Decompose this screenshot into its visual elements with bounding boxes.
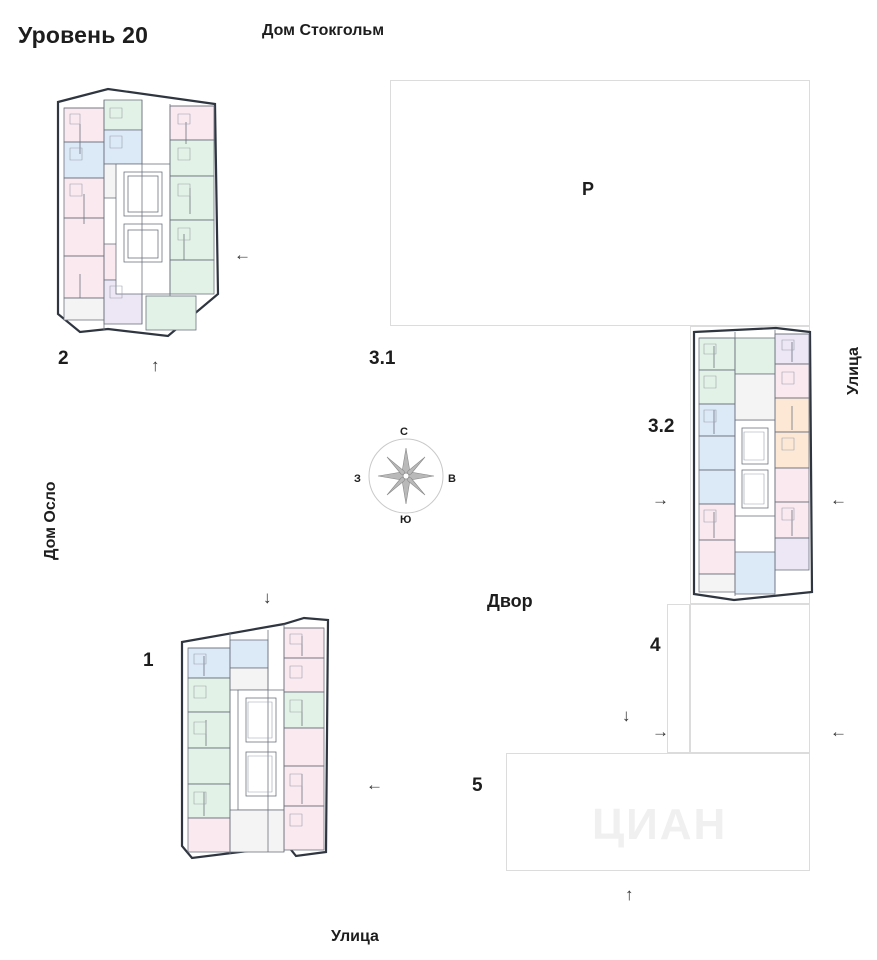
entrance-arrow-down-section-4: ↓: [622, 706, 631, 725]
entrance-arrow-up-section-5: ↑: [625, 885, 634, 904]
house-label-oslo: Дом Осло: [42, 481, 59, 560]
building-section-2[interactable]: [50, 84, 228, 346]
entrance-arrow-left-section-2: ←: [234, 245, 251, 264]
page-title: Уровень 20: [18, 22, 149, 48]
section-label-3-1[interactable]: 3.1: [369, 348, 396, 369]
street-label-right: Улица: [845, 347, 862, 395]
compass-label-north: С: [400, 426, 408, 438]
zone-label-parking: P: [582, 179, 595, 199]
entrance-arrow-right-section-4: →: [652, 722, 669, 741]
building-section-1[interactable]: [176, 606, 336, 864]
section-label-5[interactable]: 5: [472, 775, 483, 796]
building-section-3-2[interactable]: [688, 324, 816, 604]
site-outline-parking: [390, 80, 810, 326]
site-outline-section-4-left: [667, 604, 690, 753]
section-label-2[interactable]: 2: [58, 348, 69, 369]
compass-label-south: Ю: [400, 514, 412, 526]
section-label-1[interactable]: 1: [143, 650, 154, 671]
compass-rose: [354, 426, 456, 526]
entrance-arrow-left-section-4: ←: [830, 722, 847, 741]
section-label-4[interactable]: 4: [650, 635, 661, 656]
watermark: ЦИАН: [592, 800, 728, 849]
site-outline-section-4-right: [690, 604, 810, 753]
entrance-arrow-up-section-2: ↑: [151, 356, 160, 375]
compass-label-east: В: [448, 473, 456, 485]
house-label-stockholm: Дом Стокгольм: [262, 22, 385, 39]
section-label-3-2[interactable]: 3.2: [648, 416, 675, 437]
entrance-arrow-down-section-1: ↓: [263, 588, 272, 607]
zone-label-yard: Двор: [487, 591, 533, 611]
entrance-arrow-left-section-3-2: ←: [830, 490, 847, 509]
entrance-arrow-right-section-3-2: →: [652, 490, 669, 509]
entrance-arrow-left-section-1: ←: [366, 775, 383, 794]
street-label-bottom: Улица: [331, 928, 379, 945]
compass-label-west: З: [354, 473, 361, 485]
